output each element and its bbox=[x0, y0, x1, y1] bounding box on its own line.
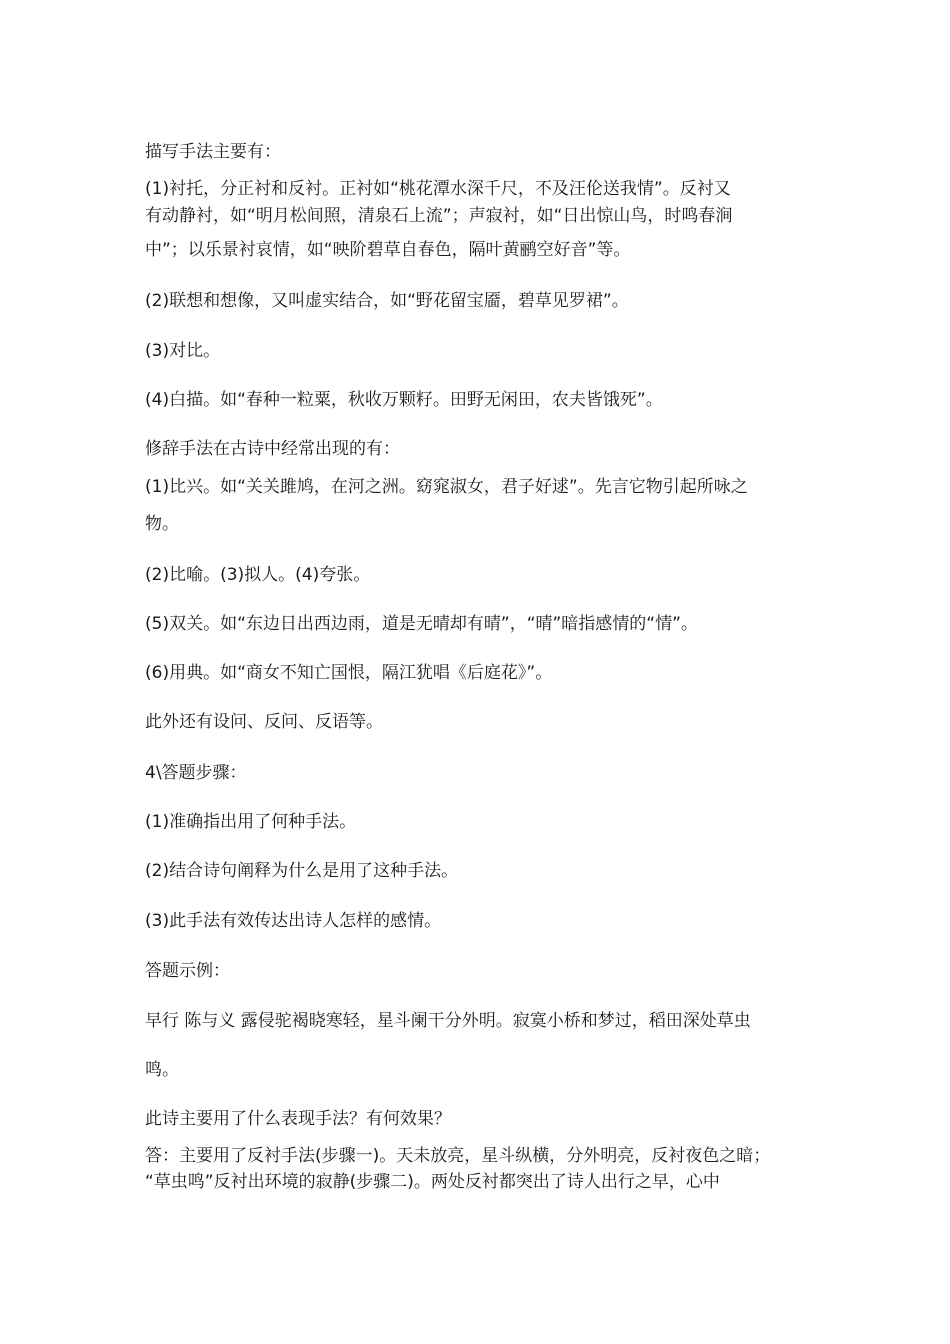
text-line: (1)衬托，分正衬和反衬。正衬如“桃花潭水深千尺，不及汪伦送我情”。反衬又 bbox=[145, 179, 731, 199]
text-line: (1)准确指出用了何种手法。 bbox=[145, 812, 357, 832]
text-line: “草虫鸣”反衬出环境的寂静(步骤二)。两处反衬都突出了诗人出行之早，心中 bbox=[145, 1172, 720, 1192]
text-line: (4)白描。如“春种一粒粟，秋收万颗籽。田野无闲田，农夫皆饿死”。 bbox=[145, 390, 663, 410]
text-line: 有动静衬，如“明月松间照，清泉石上流”；声寂衬，如“日出惊山鸟，时鸣春涧 bbox=[145, 206, 733, 226]
text-line: (2)比喻。(3)拟人。(4)夸张。 bbox=[145, 565, 371, 585]
text-line: 答：主要用了反衬手法(步骤一)。天未放亮，星斗纵横，分外明亮，反衬夜色之暗； bbox=[145, 1146, 771, 1166]
text-line: 描写手法主要有： bbox=[145, 142, 281, 162]
text-line: (2)联想和想像，又叫虚实结合，如“野花留宝靥，碧草见罗裙”。 bbox=[145, 291, 629, 311]
text-line: 此诗主要用了什么表现手法？有何效果？ bbox=[145, 1109, 451, 1129]
text-line: 4\答题步骤： bbox=[145, 763, 247, 783]
text-line: 此外还有设问、反问、反语等。 bbox=[145, 712, 383, 732]
text-line: 修辞手法在古诗中经常出现的有： bbox=[145, 439, 400, 459]
text-line: 答题示例： bbox=[145, 961, 230, 981]
text-line: (6)用典。如“商女不知亡国恨，隔江犹唱《后庭花》”。 bbox=[145, 663, 553, 683]
text-line: (5)双关。如“东边日出西边雨，道是无晴却有晴”，“晴”暗指感情的“情”。 bbox=[145, 614, 698, 634]
text-line: (3)此手法有效传达出诗人怎样的感情。 bbox=[145, 911, 442, 931]
text-line: 中”；以乐景衬哀情，如“映阶碧草自春色，隔叶黄鹂空好音”等。 bbox=[145, 240, 631, 260]
text-line: 物。 bbox=[145, 514, 179, 534]
text-line: (2)结合诗句阐释为什么是用了这种手法。 bbox=[145, 861, 459, 881]
text-line: (3)对比。 bbox=[145, 341, 221, 361]
text-line: 鸣。 bbox=[145, 1060, 179, 1080]
text-line: (1)比兴。如“关关雎鸠，在河之洲。窈窕淑女，君子好逑”。先言它物引起所咏之 bbox=[145, 477, 748, 497]
text-line: 早行 陈与义 露侵驼褐晓寒轻，星斗阑干分外明。寂寞小桥和梦过，稻田深处草虫 bbox=[145, 1011, 751, 1031]
